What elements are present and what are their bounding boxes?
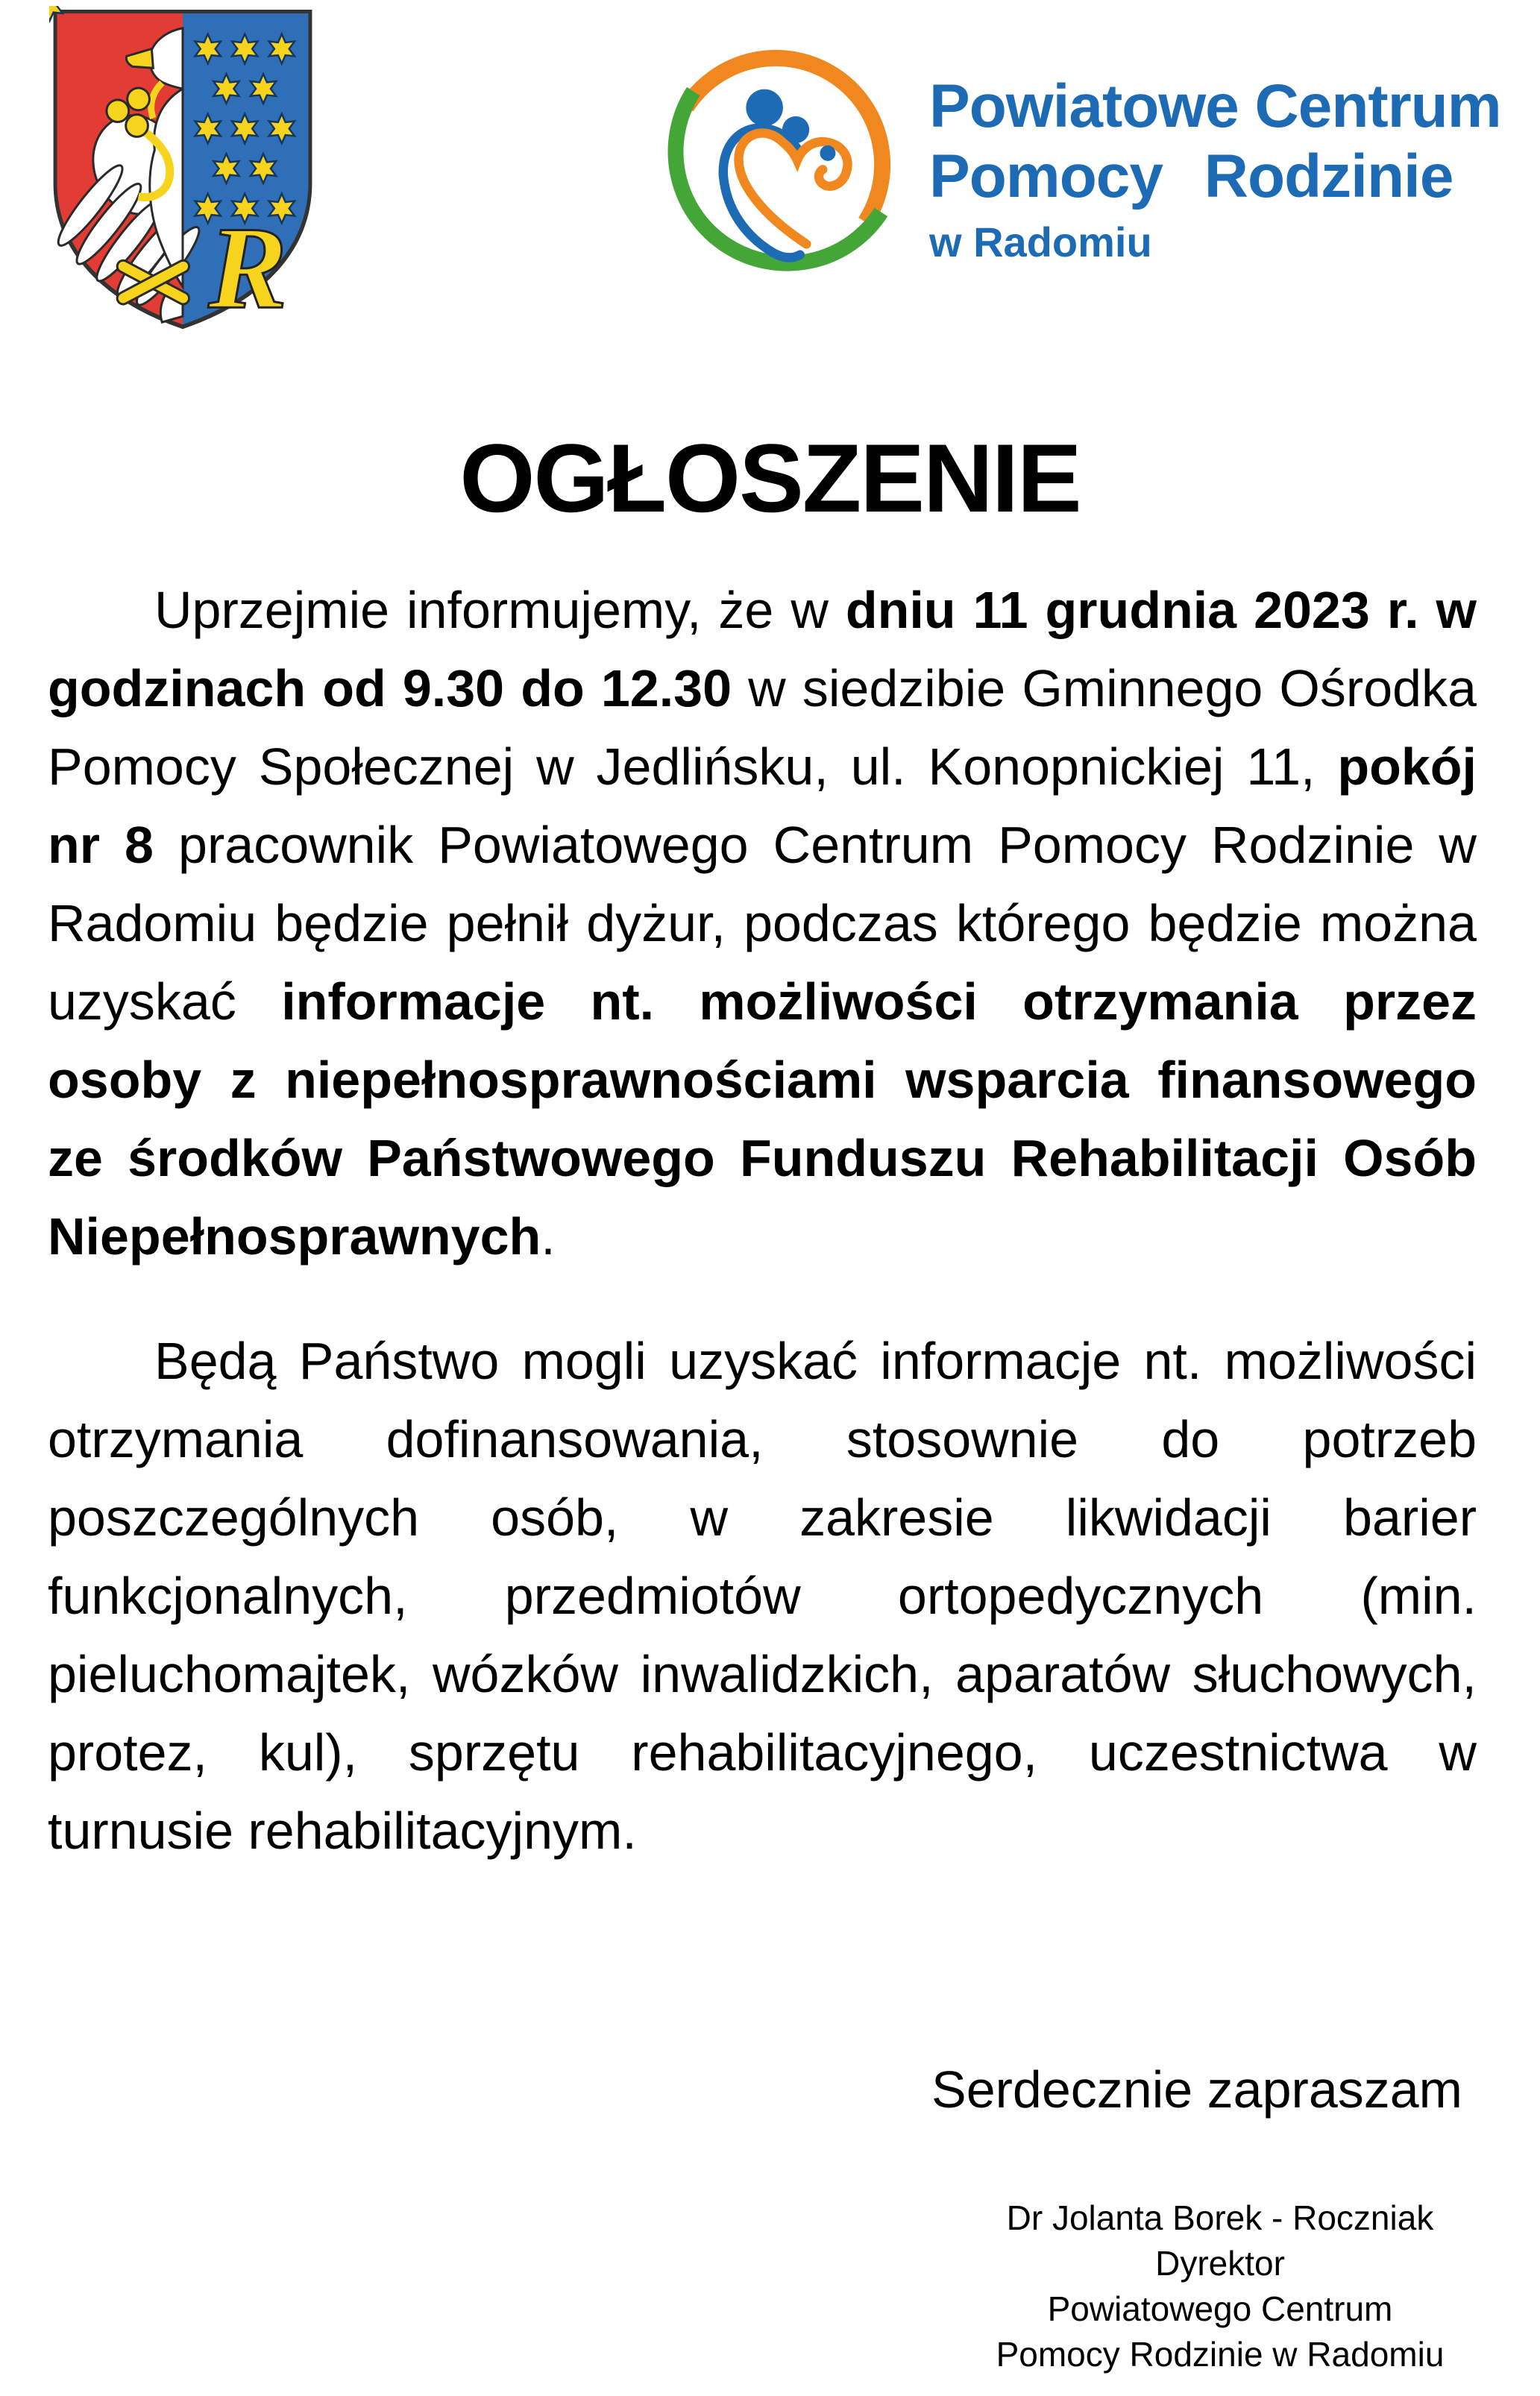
- text-segment: w siedzibie Gminnego Ośrodka Pomocy Społecznej w Jedlińsku, ul. Konopnickiej 11,: [48, 659, 1477, 796]
- text-segment: .: [541, 1207, 556, 1265]
- signature-org-line1: Powiatowego Centrum: [1047, 2289, 1393, 2328]
- text-segment: pracownik Powiatowego Centrum Pomocy Rodzinie w Radomiu będzie pełnił dyżur, podczas którego będzie można uzyskać: [48, 816, 1477, 1031]
- signature-block: [981, 2195, 1459, 2377]
- radom-county-coat-of-arms-icon: [49, 6, 316, 331]
- emblem-small-child-head: [820, 145, 835, 161]
- bold-text-segment: pokój nr 8: [48, 738, 1477, 874]
- crest-letter-R: R: [208, 203, 288, 331]
- pcpr-heart-emblem-icon: [661, 40, 902, 277]
- logo-name-line3: w Radomiu: [929, 218, 1152, 265]
- text-segment: Uprzejmie informujemy, że w: [154, 581, 846, 639]
- pcpr-logo-wordmark: [929, 72, 1501, 265]
- bold-text-segment: w godzinach od 9.30 do 12.30: [48, 581, 1477, 717]
- body-paragraph-1: [48, 571, 1477, 1276]
- signature-org-line2: Pomocy Rodzinie w Radomiu: [996, 2335, 1445, 2374]
- logo-name-line2: Pomocy Rodzinie: [929, 142, 1453, 210]
- logo-name-line1: Powiatowe Centrum: [929, 72, 1501, 140]
- signature-name: Dr Jolanta Borek - Roczniak: [1006, 2198, 1434, 2237]
- announcement-body: [48, 571, 1477, 1870]
- signature-title: Dyrektor: [1155, 2244, 1285, 2283]
- text-segment: Będą Państwo mogli uzyskać informacje nt. możliwości otrzymania dofinansowania, stosownie do potrzeb poszczególnych osób, w zakresie likwidacji barier funkcjonalnych, przedmiotów ortopedycznych (min. pieluchomajtek, wózków inwalidzkich, aparatów słuchowych, protez, kul), sprzętu rehabilitacyjnego, uczestnictwa w turnusie rehabilitacyjnym.: [48, 1332, 1477, 1860]
- text-segment: [1419, 581, 1436, 639]
- emblem-child-head: [782, 116, 809, 143]
- bold-text-segment: dniu 11 grudnia 2023 r.: [845, 581, 1419, 639]
- page-title: OGŁOSZENIE: [459, 424, 1081, 532]
- bold-text-segment: informacje nt. możliwości otrzymania przez osoby z niepełnosprawnościami wsparcia finansowego ze środków Państwowego Funduszu Rehabilitacji Osób Niepełnosprawnych: [48, 972, 1477, 1265]
- closing-invitation: Serdecznie zapraszam: [931, 2060, 1462, 2119]
- body-paragraph-2: [48, 1322, 1477, 1870]
- emblem-parent-head: [746, 89, 783, 127]
